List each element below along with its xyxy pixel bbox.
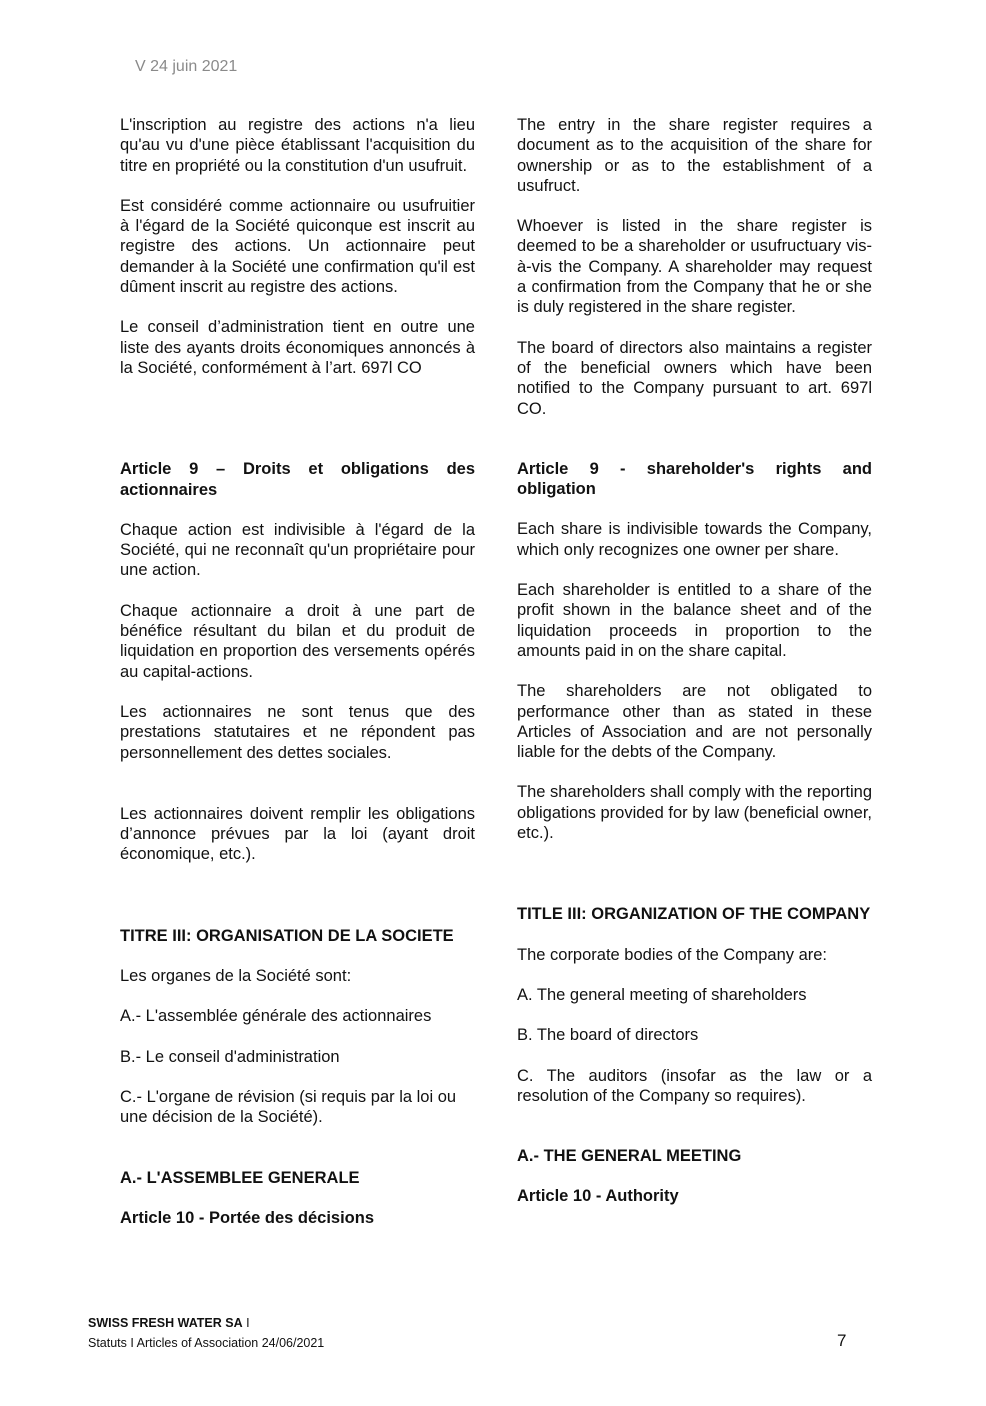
fr-title-3-heading: TITRE III: ORGANISATION DE LA SOCIETE — [120, 926, 454, 945]
en-register-paragraph: The entry in the share register requires a document as to the acquisition of the share for ownership or as to the establishment of a usufruct. — [517, 116, 872, 195]
page-number: 7 — [837, 1331, 847, 1350]
en-organ-c: C. The auditors (insofar as the law or a resolution of the Company so requires). — [517, 1066, 872, 1105]
en-section-a-heading: A.- THE GENERAL MEETING — [517, 1147, 742, 1166]
fr-article-9-paragraph-4: Les actionnaires doivent remplir les obligations d’annonce prévues par la loi (ayant droit économique, etc.). — [120, 804, 475, 864]
en-organ-b: B. The board of directors — [517, 1026, 699, 1045]
fr-organs-intro: Les organes de la Société sont: — [120, 967, 352, 986]
fr-article-10-heading: Article 10 - Portée des décisions — [120, 1208, 375, 1227]
fr-article-9-paragraph-2: Chaque actionnaire a droit à une part de bénéfice résultant du bilan et du produit de liquidation en proportion des versements opérés au capital-actions. — [120, 601, 475, 681]
en-article-10-heading: Article 10 - Authority — [517, 1187, 679, 1206]
fr-section-a-heading: A.- L'ASSEMBLEE GENERALE — [120, 1168, 360, 1187]
french-column — [120, 115, 475, 1228]
en-article-9-paragraph-1: Each share is indivisible towards the Company, which only recognizes one owner per share. — [517, 520, 872, 559]
footer-separator: I — [242, 1316, 250, 1330]
fr-shareholder-paragraph: Est considéré comme actionnaire ou usufruitier à l'égard de la Société quiconque est inscrit au registre des actions. Un actionnaire peut demander à la Société une confirmation qu'il est dûment inscrit au registre des actions. — [120, 196, 475, 297]
fr-organ-a: A.- L'assemblée générale des actionnaires — [120, 1007, 432, 1026]
en-article-9-paragraph-2: Each shareholder is entitled to a share of the profit shown in the balance sheet and of the liquidation proceeds in proportion to the amounts paid in on the share capital. — [517, 581, 872, 660]
en-article-9-paragraph-3: The shareholders are not obligated to performance other than as stated in these Articles of Association and are not personally liable for the debts of the Company. — [517, 682, 872, 762]
fr-beneficial-owner-paragraph: Le conseil d’administration tient en outre une liste des ayants droits économiques annoncés à la Société, conformément à l’art. 697l CO — [120, 318, 475, 377]
en-article-9-paragraph-4: The shareholders shall comply with the reporting obligations provided for by law (beneficial owner, etc.). — [517, 783, 872, 843]
english-column — [517, 115, 872, 1207]
footer-document-title: Statuts I Articles of Association 24/06/2021 — [88, 1336, 325, 1350]
fr-article-9-heading: Article 9 – Droits et obligations des actionnaires — [120, 460, 475, 499]
version-date: V 24 juin 2021 — [135, 58, 238, 75]
en-organ-a: A. The general meeting of shareholders — [517, 985, 807, 1004]
footer-company-name — [88, 1316, 250, 1330]
fr-article-9-paragraph-3: Les actionnaires ne sont tenus que des prestations statutaires et ne répondent pas personnellement des dettes sociales. — [120, 702, 475, 762]
footer-company-label: SWISS FRESH WATER SA — [88, 1316, 243, 1330]
fr-organ-b: B.- Le conseil d'administration — [120, 1047, 340, 1066]
en-shareholder-paragraph: Whoever is listed in the share register is deemed to be a shareholder or usufructuary vis-à-vis the Company. A shareholder may request a confirmation from the Company that he or she is duly registered in the share register. — [517, 217, 872, 317]
fr-article-9-paragraph-1: Chaque action est indivisible à l'égard de la Société, qui ne reconnaît qu'un propriétaire pour une action. — [120, 520, 475, 580]
fr-register-paragraph: L'inscription au registre des actions n'a lieu qu'au vu d'une pièce établissant l'acquisition du titre en propriété ou la constitution d'un usufruit. — [120, 116, 475, 175]
en-beneficial-owner-paragraph: The board of directors also maintains a register of the beneficial owners which have been notified to the Company pursuant to art. 697l CO. — [517, 338, 872, 418]
fr-organ-c: C.- L'organe de révision (si requis par la loi ou une décision de la Société). — [120, 1087, 457, 1127]
en-organs-intro: The corporate bodies of the Company are: — [517, 945, 828, 964]
en-title-3-heading: TITLE III: ORGANIZATION OF THE COMPANY — [517, 905, 871, 924]
en-article-9-heading: Article 9 - shareholder's rights and obligation — [517, 459, 872, 499]
